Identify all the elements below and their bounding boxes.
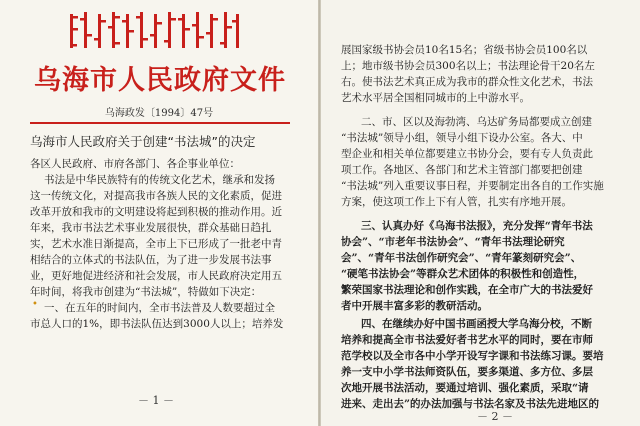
body-line: 型企业和相关单位都要建立书协分会，要有专人负责此 [341, 148, 593, 160]
document-page-1 [0, 0, 318, 426]
red-divider [30, 122, 290, 124]
body-line: 改革开放和我市的文明建设将起到积极的推动作用。近 [30, 206, 282, 218]
document-page-2 [321, 0, 640, 426]
salutation: 各区人民政府、市府各部门、各企事业单位： [30, 158, 240, 170]
body-line: 相结合的立体式的书法队伍，为了进一步发展书法事 [30, 254, 272, 266]
page-number: － 1 － [138, 394, 174, 407]
document-subject: 乌海市人民政府关于创建“书法城”的决定 [30, 134, 256, 149]
item-line: 市总人口的1%，即书法队伍达到3000人以上；培养发 [30, 318, 284, 330]
body-line: “硬笔书法协会”等群众艺术团体的积极性和创造性， [341, 268, 585, 280]
body-line: 方案，使这项工作上下有人管，扎实有序地开展。 [341, 196, 572, 208]
body-line: 展国家级书协会员10名15名；省级书协会员100名以 [341, 44, 588, 56]
body-line: 艺术水平居全国相同城市的上中游水平。 [341, 92, 530, 104]
body-line: 右。使书法艺术真正成为我市的群众性文化艺术，书法 [341, 76, 593, 88]
body-line: 会”、“青年书法创作研究会”、“青年篆刻研究会”、 [341, 252, 582, 264]
body-line: 次地开展书法活动，要通过培训、强化素质，采取“请 [341, 382, 589, 394]
body-line: “书法城”列入重要议事日程，并要制定出各自的工作实施 [341, 180, 604, 192]
page-number: － 2 － [477, 410, 513, 423]
body-line: 上；地市级书协会员300名以上；书法理论骨干20名左 [341, 60, 595, 72]
body-line: 繁荣国家书法理论和创作实践，在全市广大的书法爱好 [341, 284, 593, 296]
item-line: 一、在五年的时间内，全市书法普及人数要超过全 [44, 302, 275, 314]
body-line: 养一支中小学书法师资队伍，要多渠道、多方位、多层 [341, 366, 593, 378]
section-3-line: 三、认真办好《乌海书法报》，充分发挥“青年书法 [361, 220, 593, 232]
body-line: 年时间，将我市创建为“书法城”，特做如下决定： [30, 286, 262, 298]
body-line: 范学校以及全市各中小学开设写字课和书法练习课。要培 [341, 350, 604, 362]
body-line: 协会”、“市老年书法协会”、“青年书法理论研究 [341, 236, 565, 248]
body-line: “书法城”领导小组，领导小组下设办公室。各大、中 [341, 132, 583, 144]
section-4-line: 四、在继续办好中国书画函授大学乌海分校，不断 [361, 318, 592, 330]
body-line: 实，艺术水准日渐提高，全市上下已形成了一批老中青 [30, 238, 282, 250]
body-line: 进来、走出去”的办法加强与书法名家及书法先进地区的 [341, 398, 600, 410]
body-line: 培养和提高全市书法爱好者书艺水平的同时，要在市师 [341, 334, 593, 346]
body-line: 者中开展丰富多彩的教研活动。 [341, 300, 488, 312]
body-line: 业，更好地促进经济和社会发展，市人民政府决定用五 [30, 270, 282, 282]
body-line: 书法是中华民族特有的传统文化艺术，继承和发扬 [44, 174, 275, 186]
section-2-line: 二、市、区以及海勃湾、乌达矿务局都要成立创建 [361, 116, 592, 128]
body-line: 年来，我市书法艺术事业发展很快，群众基础日趋扎 [30, 222, 272, 234]
document-title: 乌海市人民政府文件 [34, 65, 286, 96]
body-line: 项工作。各地区、各部门和艺术主管部门都要把创建 [341, 164, 583, 176]
highlight-dot-icon: • [32, 299, 38, 310]
mongolian-script-header [70, 8, 240, 52]
document-number: 乌海政发〔1994〕47号 [104, 108, 214, 119]
body-line: 这一传统文化，对提高我市各族人民的文化素质，促进 [30, 190, 282, 202]
